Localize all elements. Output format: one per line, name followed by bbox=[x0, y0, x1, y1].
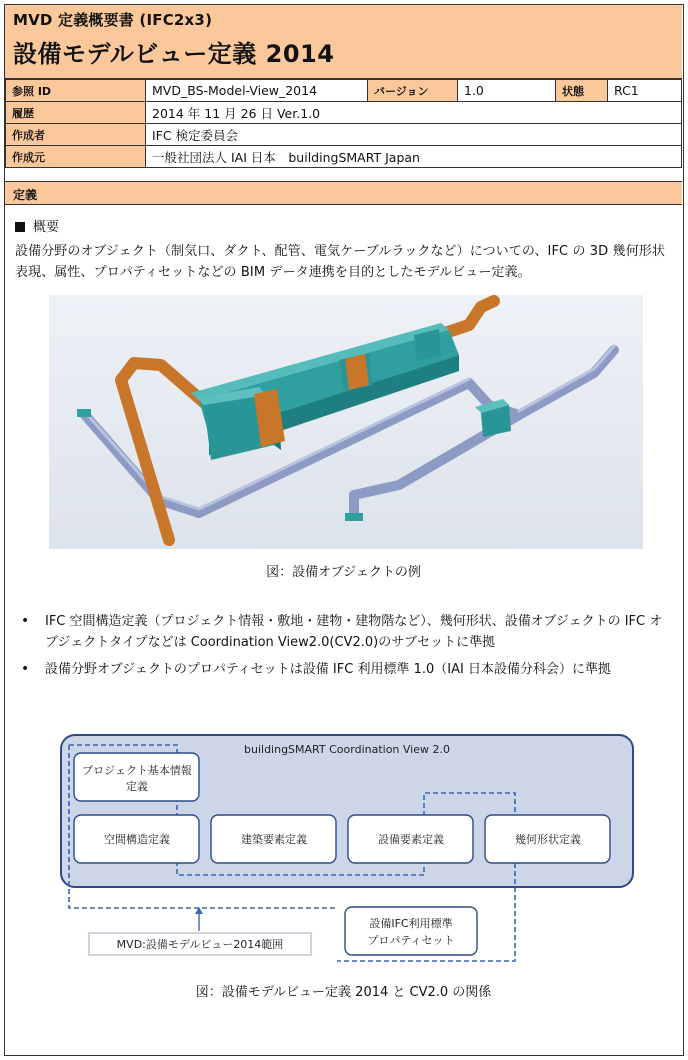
metadata-table bbox=[5, 79, 682, 168]
overview-heading bbox=[15, 216, 59, 235]
mvd-range-label: MVD:設備モデルビュー2014範囲 bbox=[116, 938, 284, 951]
figure2-caption: 図：設備モデルビュー定義 2014 と CV2.0 の関係 bbox=[195, 985, 492, 1000]
cv2-title: buildingSMART Coordination View 2.0 bbox=[244, 743, 450, 756]
status-value: RC1 bbox=[608, 80, 682, 102]
version-value: 1.0 bbox=[458, 80, 556, 102]
document-page bbox=[4, 4, 684, 1056]
bullet-item-pset: • 設備分野オブジェクトのプロパティセットは設備 IFC 利用標準 1.0（IAI 日本設備分科会）に準拠 bbox=[19, 659, 673, 680]
box-space-structure-label: 空間構造定義 bbox=[104, 833, 170, 846]
box-building-elements-label: 建築要素定義 bbox=[241, 833, 307, 846]
square-bullet-icon bbox=[15, 222, 25, 232]
ref-id-label: 参照 ID bbox=[6, 80, 146, 102]
box-project-info-line2: 定義 bbox=[126, 780, 148, 793]
box-equipment-pset-line2: プロパティセット bbox=[367, 934, 455, 947]
box-equipment-pset bbox=[345, 907, 477, 955]
box-equipment-pset-line1: 設備IFC利用標準 bbox=[369, 917, 453, 930]
version-label: バージョン bbox=[368, 80, 458, 102]
bullet-list bbox=[19, 611, 673, 686]
document-header bbox=[5, 5, 682, 79]
box-project-info-line1: プロジェクト基本情報 bbox=[82, 764, 192, 777]
author-value: IFC 検定委員会 bbox=[146, 124, 682, 146]
overview-paragraph: 設備分野のオブジェクト（制気口、ダクト、配管、電気ケーブルラックなど）についての、IFC の 3D 幾何形状表現、属性、プロパティセットなどの BIM データ連携を目的としたモデルビュー定義。 bbox=[15, 244, 665, 280]
org-label: 作成元 bbox=[6, 146, 146, 168]
history-label: 履歴 bbox=[6, 102, 146, 124]
document-subtitle: MVD 定義概要書 (IFC2x3) bbox=[13, 11, 213, 29]
overview-heading-text: 概要 bbox=[33, 220, 60, 235]
figure1-caption: 図：設備オブジェクトの例 bbox=[266, 565, 421, 580]
status-label: 状態 bbox=[556, 80, 608, 102]
equipment-objects-figure bbox=[49, 295, 643, 549]
org-value: 一般社団法人 IAI 日本 buildingSMART Japan bbox=[146, 146, 682, 168]
ref-id-value: MVD_BS-Model-View_2014 bbox=[146, 80, 368, 102]
bullet-item-cv2: • IFC 空間構造定義（プロジェクト情報・敷地・建物・建物階など）、幾何形状、設備オブジェクトの IFC オブジェクトタイプなどは Coordination View2.0(CV2.0)のサブセットに準拠 bbox=[19, 611, 673, 653]
document-title: 設備モデルビュー定義 2014 bbox=[13, 40, 335, 68]
box-geometry-label: 幾何形状定義 bbox=[515, 833, 581, 846]
box-project-info bbox=[74, 753, 199, 801]
history-value: 2014 年 11 月 26 日 Ver.1.0 bbox=[146, 102, 682, 124]
cv2-relationship-diagram bbox=[59, 731, 639, 971]
author-label: 作成者 bbox=[6, 124, 146, 146]
definition-section-label: 定義 bbox=[5, 181, 682, 205]
box-equipment-elements-label: 設備要素定義 bbox=[378, 833, 444, 846]
